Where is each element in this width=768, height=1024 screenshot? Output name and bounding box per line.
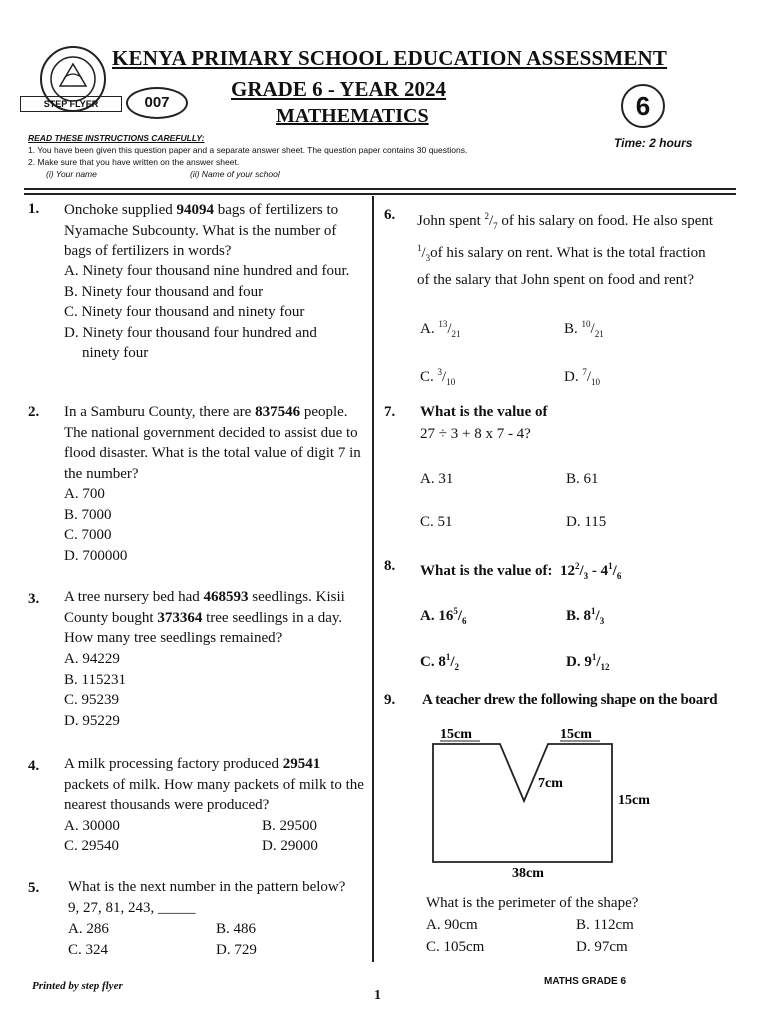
q9-label-v: 7cm [538, 776, 563, 791]
q5-option-d[interactable]: D. 729 [216, 942, 257, 958]
q2-option-c[interactable]: C. 7000 [64, 527, 112, 543]
assessment-title: KENYA PRIMARY SCHOOL EDUCATION ASSESSMENT [112, 46, 668, 70]
q1-options [64, 261, 354, 364]
q3-option-b[interactable]: B. 115231 [64, 671, 126, 688]
q7-option-a[interactable]: A. 31 [420, 471, 454, 487]
q5-option-b[interactable]: B. 486 [216, 921, 257, 937]
subject-title: MATHEMATICS [276, 105, 429, 127]
q4-option-d[interactable]: D. 29000 [262, 838, 318, 854]
q2-option-b[interactable]: B. 7000 [64, 506, 112, 523]
q1-option-a[interactable]: A. Ninety four thousand nine hundred and four. [64, 263, 350, 279]
grade-year-line: GRADE 6 - YEAR 2024 [231, 77, 447, 101]
q8-number: 8. [384, 558, 396, 574]
q5-stem: What is the next number in the pattern below? [68, 879, 346, 895]
q6-option-a[interactable]: A. $^{13}/_{21}$ [420, 319, 461, 339]
instructions-title: READ THESE INSTRUCTIONS CAREFULLY: [28, 133, 205, 143]
q9-stem: A teacher drew the following shape on the board [422, 692, 718, 708]
column-divider [372, 196, 374, 962]
q4-option-c[interactable]: C. 29540 [64, 838, 120, 854]
q8-option-a[interactable]: A. $16^5/_6$ [420, 606, 467, 626]
q1-option-c[interactable]: C. Ninety four thousand and ninety four [64, 304, 305, 320]
q3-stem: A tree nursery bed had 468593 seedlings. Kisii County bought 373364 tree seedlings in a day. How many tree seedlings remained? [64, 589, 345, 646]
q3-option-d[interactable]: D. 95229 [64, 712, 120, 729]
q7-expression: 27 ÷ 3 + 8 x 7 - 4? [420, 426, 531, 442]
q5-option-a[interactable]: A. 286 [68, 921, 109, 937]
time-allowed: Time: 2 hours [614, 136, 693, 150]
page-number: 1 [374, 988, 381, 1003]
q8-option-c[interactable]: C. $8^1/_2$ [420, 652, 460, 672]
q2-option-d[interactable]: D. 700000 [64, 547, 128, 564]
q3-option-c[interactable]: C. 95239 [64, 692, 120, 708]
q9-label-top-left: 15cm [440, 727, 472, 742]
q4-stem: A milk processing factory produced 29541 packets of milk. How many packets of milk to the nearest thousands were produced? [64, 756, 364, 813]
q9-option-d[interactable]: D. 97cm [576, 939, 628, 955]
q9-number: 9. [384, 692, 396, 708]
q1-option-d[interactable]: D. Ninety four thousand four hundred and ninety four [64, 324, 317, 361]
q7-option-d[interactable]: D. 115 [566, 514, 607, 530]
q4-option-b[interactable]: B. 29500 [262, 818, 318, 834]
q7-option-b[interactable]: B. 61 [566, 471, 599, 487]
q3-option-a[interactable]: A. 94229 [64, 651, 120, 667]
q1-stem: Onchoke supplied 94094 bags of fertilizers to Nyamache Subcounty. What is the number of bags of fertilizers in words? [64, 202, 339, 259]
q6-option-b[interactable]: B. $^{10}/_{21}$ [564, 319, 604, 339]
footer-printed-by: Printed by step flyer [32, 980, 123, 992]
q8-option-d[interactable]: D. $9^1/_{12}$ [566, 652, 610, 672]
q5-pattern: 9, 27, 81, 243, _____ [68, 900, 196, 916]
q9-shape-outline [433, 744, 612, 862]
instruction-2a: (i) Your name [46, 169, 97, 179]
instruction-2b: (ii) Name of your school [190, 169, 280, 179]
instruction-1: 1. You have been given this question paper and a separate answer sheet. The question paper contains 30 questions. [28, 145, 468, 155]
q9-shape-diagram [420, 724, 670, 884]
q5-option-c[interactable]: C. 324 [68, 942, 109, 958]
q9-question: What is the perimeter of the shape? [426, 895, 639, 911]
q7-stem: What is the value of [420, 404, 548, 420]
header-divider-bottom [24, 193, 736, 195]
q7-option-c[interactable]: C. 51 [420, 514, 453, 530]
brand-label: STEP FLYER [20, 96, 122, 112]
q8-stem: What is the value of: $12^2/_3 - 4^1/_6$ [420, 561, 622, 581]
q6-option-c[interactable]: C. $^3/_{10}$ [420, 367, 456, 387]
paper-code: 007 [126, 87, 188, 119]
q9-option-b[interactable]: B. 112cm [576, 917, 634, 933]
footer-subject: MATHS GRADE 6 [544, 976, 627, 987]
q1-number: 1. [28, 201, 40, 217]
q2-option-a[interactable]: A. 700 [64, 486, 105, 502]
q6-stem: John spent $^2/_7$ of his salary on food. He also spent $^1/_3of$ his salary on rent. What is the total fraction of the salary that John spent on food and rent? [417, 211, 714, 288]
q9-label-top-right: 15cm [560, 727, 592, 742]
q3-number: 3. [28, 591, 40, 607]
q4-number: 4. [28, 758, 40, 774]
q2-stem: In a Samburu County, there are 837546 people. The national government decided to assist due to flood disaster. What is the total value of digit 7 in the number? [64, 404, 361, 482]
q3-options [64, 649, 126, 731]
q9-label-bottom: 38cm [512, 866, 544, 881]
q9-option-c[interactable]: C. 105cm [426, 939, 485, 955]
q7-number: 7. [384, 404, 396, 420]
q2-number: 2. [28, 404, 40, 420]
q1-option-b[interactable]: B. Ninety four thousand and four [64, 283, 264, 300]
instruction-2: 2. Make sure that you have written on the answer sheet. [28, 157, 240, 167]
q2-options [64, 484, 127, 566]
q6-number: 6. [384, 207, 396, 223]
q6-option-d[interactable]: D. $^7/_{10}$ [564, 367, 601, 387]
grade-badge: 6 [621, 84, 665, 128]
header-divider-top [24, 188, 736, 190]
q9-label-right: 15cm [618, 793, 650, 808]
q8-option-b[interactable]: B. $8^1/_3$ [566, 606, 605, 626]
q4-option-a[interactable]: A. 30000 [64, 818, 120, 834]
q5-number: 5. [28, 880, 40, 896]
q9-option-a[interactable]: A. 90cm [426, 917, 478, 933]
